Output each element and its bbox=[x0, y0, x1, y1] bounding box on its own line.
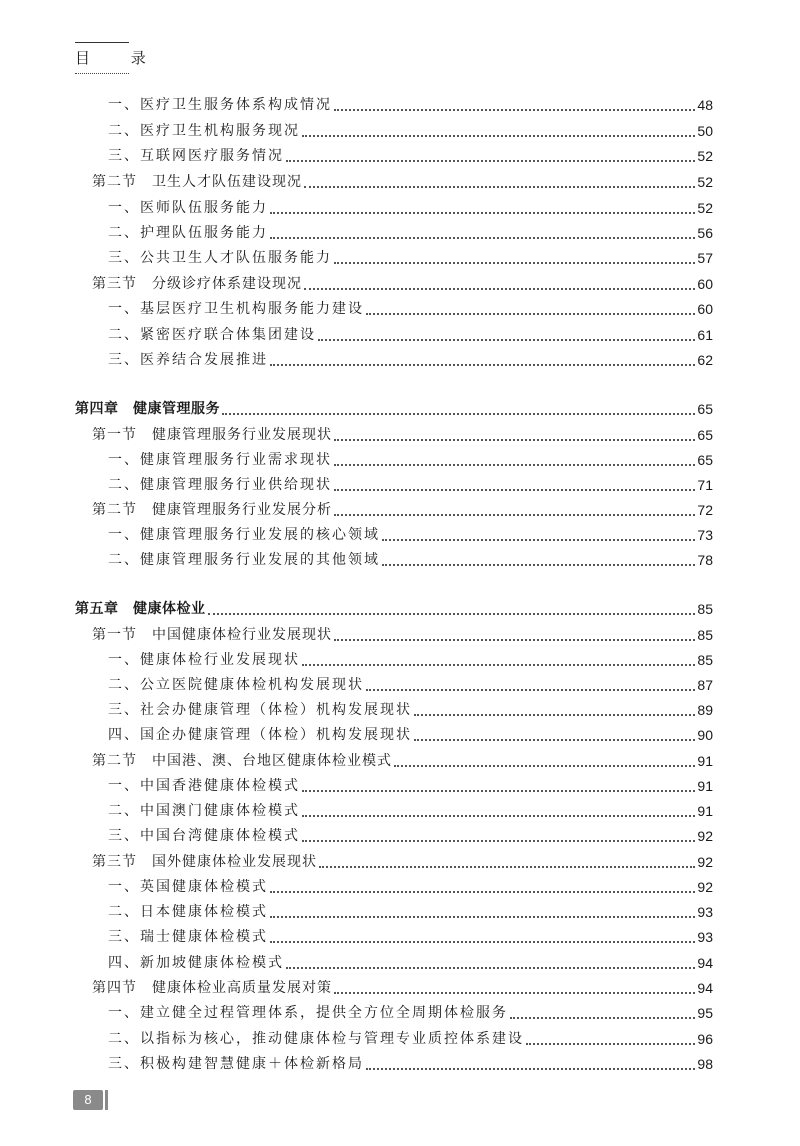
toc-entry-title: 一、建立健全过程管理体系，提供全方位全周期体检服务 bbox=[108, 1005, 508, 1021]
toc-entry-sub[interactable] bbox=[108, 245, 713, 271]
toc-entry-sub[interactable] bbox=[108, 220, 713, 246]
toc-entry-page: 50 bbox=[697, 123, 713, 139]
toc-entry-page: 87 bbox=[697, 677, 713, 693]
toc-entry-page: 60 bbox=[697, 276, 713, 292]
toc-entry-title: 二、医疗卫生机构服务现况 bbox=[108, 123, 300, 139]
toc-entry-page: 65 bbox=[697, 401, 713, 417]
toc-entry-page: 56 bbox=[697, 225, 713, 241]
dot-leader bbox=[286, 160, 695, 162]
toc-entry-title: 三、社会办健康管理（体检）机构发展现状 bbox=[108, 702, 412, 718]
toc-entry-page: 92 bbox=[697, 879, 713, 895]
dot-leader bbox=[382, 539, 695, 541]
toc-entry-title: 一、中国香港健康体检模式 bbox=[108, 778, 300, 794]
toc-entry-page: 52 bbox=[697, 148, 713, 164]
toc-entry-sub[interactable] bbox=[108, 647, 713, 673]
toc-entry-title: 第四节 健康体检业高质量发展对策 bbox=[92, 980, 332, 996]
toc-entry-title: 二、护理队伍服务能力 bbox=[108, 225, 268, 241]
dot-leader bbox=[334, 262, 695, 264]
toc-entry-sub[interactable] bbox=[108, 118, 713, 144]
toc-entry-page: 60 bbox=[697, 301, 713, 317]
toc-entry-title: 二、中国澳门健康体检模式 bbox=[108, 803, 300, 819]
toc-entry-sub[interactable] bbox=[108, 547, 713, 573]
toc-entry-title: 第三节 分级诊疗体系建设现况 bbox=[92, 276, 302, 292]
dot-leader bbox=[286, 967, 695, 969]
toc-entry-sub[interactable] bbox=[108, 722, 713, 748]
toc-entry-page: 90 bbox=[697, 727, 713, 743]
toc-entry-title: 三、瑞士健康体检模式 bbox=[108, 929, 268, 945]
toc-entry-page: 95 bbox=[697, 1005, 713, 1021]
toc-entry-chapter[interactable] bbox=[75, 596, 713, 622]
toc-entry-page: 65 bbox=[697, 427, 713, 443]
dot-leader bbox=[270, 891, 695, 893]
toc-entry-title: 二、紧密医疗联合体集团建设 bbox=[108, 327, 316, 343]
toc-entry-sub[interactable] bbox=[108, 195, 713, 221]
toc-entry-sub[interactable] bbox=[108, 322, 713, 348]
toc-entry-page: 78 bbox=[697, 552, 713, 568]
toc-entry-title: 一、医疗卫生服务体系构成情况 bbox=[108, 97, 332, 113]
toc-entry-title: 第五章 健康体检业 bbox=[75, 601, 206, 617]
toc-entry-page: 93 bbox=[697, 904, 713, 920]
toc-entry-title: 一、基层医疗卫生机构服务能力建设 bbox=[108, 301, 364, 317]
toc-entry-page: 62 bbox=[697, 352, 713, 368]
toc-entry-page: 57 bbox=[697, 250, 713, 266]
dot-leader bbox=[208, 613, 696, 615]
dot-leader bbox=[334, 639, 695, 641]
toc-entry-title: 第二节 健康管理服务行业发展分析 bbox=[92, 502, 332, 518]
toc-entry-section[interactable] bbox=[92, 422, 713, 448]
toc-entry-title: 第二节 中国港、澳、台地区健康体检业模式 bbox=[92, 753, 392, 769]
toc-entry-title: 二、健康管理服务行业供给现状 bbox=[108, 477, 332, 493]
dot-leader bbox=[366, 1068, 695, 1070]
dot-leader bbox=[414, 739, 695, 741]
toc-entry-chapter[interactable] bbox=[75, 396, 713, 422]
toc-entry-title: 第一节 中国健康体检行业发展现状 bbox=[92, 627, 332, 643]
toc-entry-sub[interactable] bbox=[108, 92, 713, 118]
dot-leader bbox=[366, 313, 695, 315]
dot-leader bbox=[414, 714, 695, 716]
toc-entry-page: 92 bbox=[697, 828, 713, 844]
dot-leader bbox=[222, 413, 695, 415]
dot-leader bbox=[304, 288, 695, 290]
toc-entry-page: 71 bbox=[697, 477, 713, 493]
dot-leader bbox=[270, 916, 695, 918]
toc-entry-title: 三、中国台湾健康体检模式 bbox=[108, 828, 300, 844]
toc-entry-title: 一、健康管理服务行业需求现状 bbox=[108, 452, 332, 468]
toc-entry-page: 52 bbox=[697, 200, 713, 216]
toc-entry-sub[interactable] bbox=[108, 924, 713, 950]
dot-leader bbox=[304, 186, 695, 188]
page-number: 8 bbox=[73, 1090, 103, 1110]
toc-entry-section[interactable] bbox=[92, 622, 713, 648]
toc-entry-title: 第三节 国外健康体检业发展现状 bbox=[92, 854, 317, 870]
dot-leader bbox=[318, 339, 695, 341]
toc-entry-page: 72 bbox=[697, 502, 713, 518]
toc-entry-section[interactable] bbox=[92, 975, 713, 1001]
dot-leader bbox=[270, 237, 695, 239]
running-header bbox=[75, 42, 164, 74]
dot-leader bbox=[302, 790, 695, 792]
toc-entry-sub[interactable] bbox=[108, 1000, 713, 1026]
toc-entry-page: 91 bbox=[697, 803, 713, 819]
dot-leader bbox=[334, 489, 695, 491]
toc-entry-page: 98 bbox=[697, 1056, 713, 1072]
dot-leader bbox=[270, 941, 695, 943]
toc-entry-title: 二、健康管理服务行业发展的其他领域 bbox=[108, 552, 380, 568]
toc-entry-title: 四、国企办健康管理（体检）机构发展现状 bbox=[108, 727, 412, 743]
toc-entry-title: 二、公立医院健康体检机构发展现状 bbox=[108, 677, 364, 693]
toc-entry-section[interactable] bbox=[92, 169, 713, 195]
toc-entry-sub[interactable] bbox=[108, 472, 713, 498]
dot-leader bbox=[334, 464, 695, 466]
toc-entry-sub[interactable] bbox=[108, 672, 713, 698]
toc-entry-title: 一、医师队伍服务能力 bbox=[108, 200, 268, 216]
toc-entry-page: 96 bbox=[697, 1031, 713, 1047]
toc-entry-title: 二、以指标为核心，推动健康体检与管理专业质控体系建设 bbox=[108, 1031, 524, 1047]
toc-entry-title: 第四章 健康管理服务 bbox=[75, 401, 220, 417]
dot-leader bbox=[302, 815, 695, 817]
dot-leader bbox=[510, 1017, 695, 1019]
toc-entry-title: 三、互联网医疗服务情况 bbox=[108, 148, 284, 164]
toc-entry-title: 第二节 卫生人才队伍建设现况 bbox=[92, 174, 302, 190]
toc-entry-page: 85 bbox=[697, 601, 713, 617]
toc-entry-page: 92 bbox=[697, 854, 713, 870]
toc-entry-page: 65 bbox=[697, 452, 713, 468]
toc-entry-sub[interactable] bbox=[108, 773, 713, 799]
toc-entry-page: 94 bbox=[697, 955, 713, 971]
toc-entry-title: 四、新加坡健康体检模式 bbox=[108, 955, 284, 971]
toc-entry-title: 一、健康管理服务行业发展的核心领域 bbox=[108, 527, 380, 543]
dot-leader bbox=[394, 765, 695, 767]
dot-leader bbox=[334, 514, 695, 516]
toc-entry-page: 52 bbox=[697, 174, 713, 190]
toc-entry-section[interactable] bbox=[92, 748, 713, 774]
dot-leader bbox=[334, 109, 695, 111]
dot-leader bbox=[302, 664, 695, 666]
toc-entry-section[interactable] bbox=[92, 849, 713, 875]
toc-entry-sub[interactable] bbox=[108, 347, 713, 373]
toc-entry-page: 85 bbox=[697, 652, 713, 668]
dot-leader bbox=[366, 689, 695, 691]
toc-entry-page: 48 bbox=[697, 97, 713, 113]
toc-entry-section[interactable] bbox=[92, 497, 713, 523]
toc-entry-page: 89 bbox=[697, 702, 713, 718]
dot-leader bbox=[334, 439, 695, 441]
toc-entry-title: 第一节 健康管理服务行业发展现状 bbox=[92, 427, 332, 443]
toc-entry-sub[interactable] bbox=[108, 1051, 713, 1077]
dot-leader bbox=[302, 135, 695, 137]
toc-entry-sub[interactable] bbox=[108, 1026, 713, 1052]
header-dotted-rule bbox=[75, 73, 129, 74]
dot-leader bbox=[526, 1043, 695, 1045]
toc-entry-page: 85 bbox=[697, 627, 713, 643]
toc-entry-sub[interactable] bbox=[108, 296, 713, 322]
dot-leader bbox=[270, 212, 695, 214]
toc-entry-title: 一、健康体检行业发展现状 bbox=[108, 652, 300, 668]
toc-entry-sub[interactable] bbox=[108, 874, 713, 900]
toc-entry-sub[interactable] bbox=[108, 143, 713, 169]
toc-entry-page: 91 bbox=[697, 778, 713, 794]
toc-entry-title: 二、日本健康体检模式 bbox=[108, 904, 268, 920]
toc-entry-title: 三、积极构建智慧健康＋体检新格局 bbox=[108, 1056, 364, 1072]
toc-entry-sub[interactable] bbox=[108, 447, 713, 473]
toc-entry-section[interactable] bbox=[92, 271, 713, 297]
dot-leader bbox=[302, 840, 695, 842]
toc-entry-sub[interactable] bbox=[108, 823, 713, 849]
dot-leader bbox=[270, 364, 695, 366]
toc-entry-page: 93 bbox=[697, 929, 713, 945]
toc-entry-sub[interactable] bbox=[108, 522, 713, 548]
toc-entry-title: 一、英国健康体检模式 bbox=[108, 879, 268, 895]
toc-entry-sub[interactable] bbox=[108, 950, 713, 976]
toc-entry-page: 94 bbox=[697, 980, 713, 996]
toc-entry-sub[interactable] bbox=[108, 697, 713, 723]
toc-entry-title: 三、医养结合发展推进 bbox=[108, 352, 268, 368]
dot-leader bbox=[334, 992, 695, 994]
page-number-bar bbox=[105, 1090, 108, 1110]
toc-entry-page: 61 bbox=[697, 327, 713, 343]
dot-leader bbox=[319, 866, 695, 868]
dot-leader bbox=[382, 564, 695, 566]
toc-entry-sub[interactable] bbox=[108, 798, 713, 824]
header-rule bbox=[75, 42, 129, 43]
toc-entry-title: 三、公共卫生人才队伍服务能力 bbox=[108, 250, 332, 266]
header-title: 目 录 bbox=[75, 49, 164, 67]
toc-entry-page: 73 bbox=[697, 527, 713, 543]
toc-entry-page: 91 bbox=[697, 753, 713, 769]
toc-entry-sub[interactable] bbox=[108, 899, 713, 925]
